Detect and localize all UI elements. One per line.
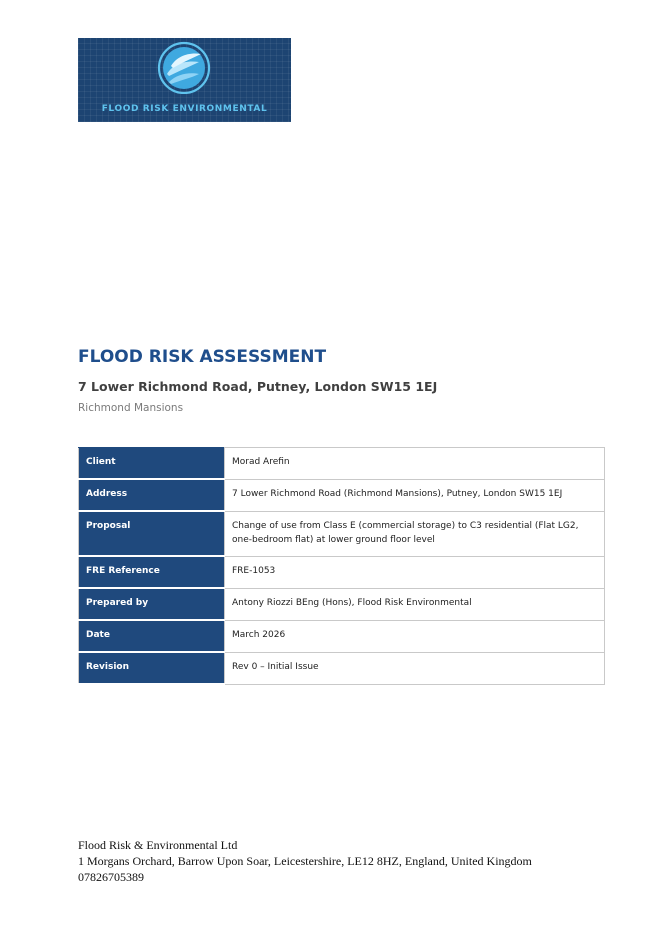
footer-address: 1 Morgans Orchard, Barrow Upon Soar, Leicestershire, LE12 8HZ, England, United Kingdom	[78, 854, 532, 868]
footer-company: Flood Risk & Environmental Ltd	[78, 838, 238, 852]
logo-text: FLOOD RISK ENVIRONMENTAL	[101, 104, 268, 114]
row-label: FRE Reference	[79, 556, 225, 588]
project-details-table	[78, 447, 605, 685]
document-title: FLOOD RISK ASSESSMENT	[78, 347, 327, 367]
row-value: 7 Lower Richmond Road (Richmond Mansions), Putney, London SW15 1EJ	[225, 479, 605, 511]
building-name: Richmond Mansions	[78, 402, 184, 414]
table-row	[79, 652, 605, 684]
row-value: Rev 0 – Initial Issue	[225, 652, 605, 684]
company-logo	[78, 38, 291, 122]
row-label: Client	[79, 448, 225, 480]
row-label: Address	[79, 479, 225, 511]
table-row	[79, 511, 605, 556]
row-value: March 2026	[225, 620, 605, 652]
footer	[78, 837, 532, 885]
row-label: Revision	[79, 652, 225, 684]
table-row	[79, 479, 605, 511]
wave-leaf-icon	[155, 40, 213, 94]
row-value: Change of use from Class E (commercial storage) to C3 residential (Flat LG2, one-bedroom flat) at lower ground floor level	[225, 511, 605, 556]
table-row	[79, 620, 605, 652]
site-address-heading: 7 Lower Richmond Road, Putney, London SW15 1EJ	[78, 379, 438, 394]
table-row	[79, 448, 605, 480]
row-label: Date	[79, 620, 225, 652]
table-row	[79, 588, 605, 620]
row-value: Morad Arefin	[225, 448, 605, 480]
row-value: Antony Riozzi BEng (Hons), Flood Risk Environmental	[225, 588, 605, 620]
row-label: Proposal	[79, 511, 225, 556]
table-row	[79, 556, 605, 588]
footer-phone: 07826705389	[78, 870, 144, 884]
row-value: FRE-1053	[225, 556, 605, 588]
row-label: Prepared by	[79, 588, 225, 620]
